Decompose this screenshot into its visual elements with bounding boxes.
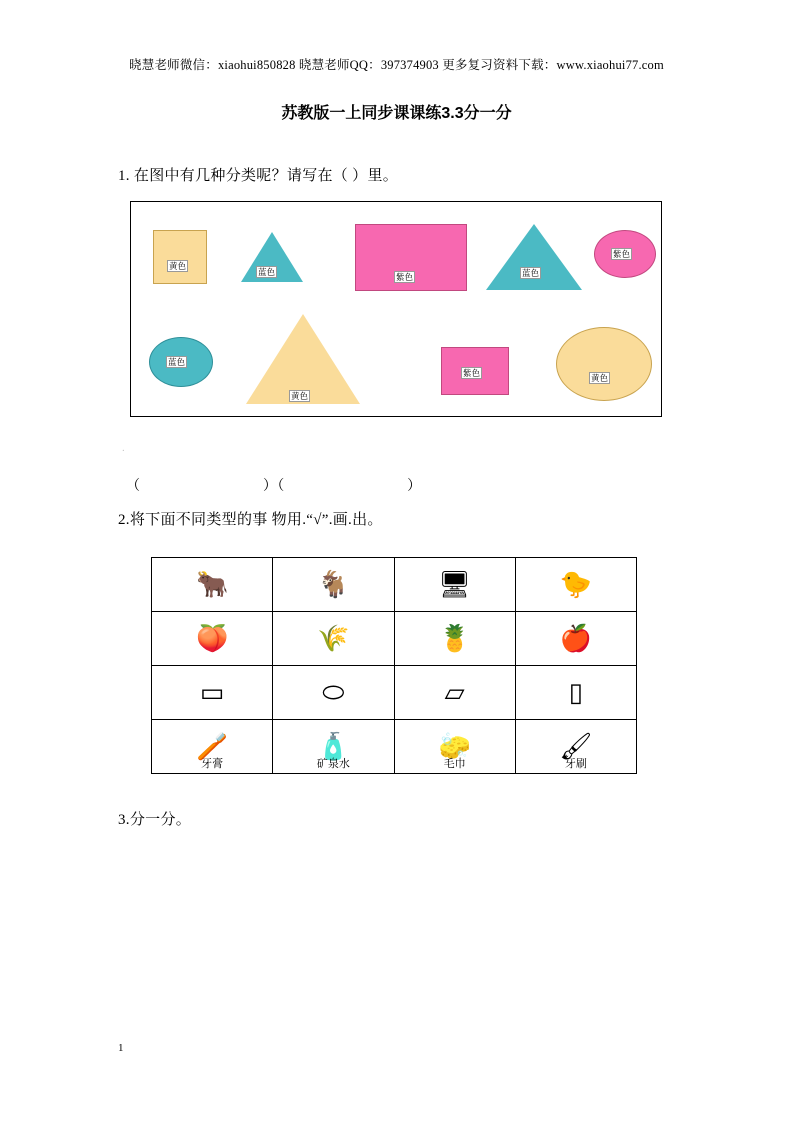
- computer-icon: 🖥: [438, 569, 472, 599]
- table-row: [152, 720, 637, 774]
- question-3-text: 3.分一分。: [118, 812, 192, 828]
- stray-dot: .: [122, 442, 125, 454]
- table-cell[interactable]: [152, 558, 273, 612]
- shape-triangle-teal-large: [486, 224, 582, 290]
- table-cell[interactable]: [273, 558, 394, 612]
- question-1-answer-blanks: [126, 475, 421, 495]
- shape-label: 蓝色: [168, 357, 186, 367]
- table-row: [152, 612, 637, 666]
- question-2-text: 2.将下面不同类型的事 物用.“√”.画.出。: [118, 512, 383, 528]
- question-1-text: 1. 在图中有几种分类呢？请写在（ ）里。: [118, 168, 399, 184]
- cell-label: 牙膏: [201, 758, 224, 770]
- toothpaste-icon: 🪥: [195, 731, 229, 761]
- pineapple-icon: 🍍: [438, 623, 471, 653]
- classification-table: [151, 557, 637, 774]
- cell-label: 矿泉水: [316, 758, 350, 770]
- table-cell[interactable]: [394, 558, 515, 612]
- shape-label: 紫色: [396, 272, 414, 282]
- goat-icon: 🐐: [317, 569, 350, 599]
- watermark-header: 晓慧老师微信：xiaohui850828 晓慧老师QQ：397374903 更多复习资料下载：www.xiaohui77.com: [129, 58, 664, 72]
- cell-label: 牙刷: [564, 758, 587, 770]
- shape-ellipse-yellow: [556, 327, 652, 401]
- page-title: 苏教版一上同步课课练3.3分一分: [281, 105, 512, 122]
- cylinder-icon: ⬭: [322, 677, 345, 707]
- shapes-diagram: [130, 201, 662, 417]
- table-row: [152, 558, 637, 612]
- table-cell[interactable]: [152, 666, 273, 720]
- cow-icon: 🐂: [195, 569, 229, 599]
- table-cell[interactable]: [515, 558, 636, 612]
- page-number: 1: [118, 1042, 124, 1054]
- shape-label: 紫色: [613, 249, 631, 259]
- wheat-icon: 🌾: [317, 623, 350, 653]
- towel-icon: 🧽: [438, 731, 471, 761]
- chick-icon: 🐤: [559, 569, 593, 599]
- peach-icon: 🍑: [195, 623, 229, 653]
- answer-bracket-mid: ）（: [262, 479, 285, 494]
- shape-label: 蓝色: [522, 268, 540, 278]
- table-cell[interactable]: [394, 666, 515, 720]
- rectangle-box-icon: ▭: [199, 677, 225, 707]
- table-cell[interactable]: [515, 666, 636, 720]
- cell-label: 毛巾: [443, 758, 466, 770]
- table-cell[interactable]: [152, 720, 273, 774]
- table-row: [152, 666, 637, 720]
- table-cell[interactable]: [273, 720, 394, 774]
- table-cell[interactable]: [515, 612, 636, 666]
- cube-icon: ▱: [444, 677, 465, 707]
- shape-label: 紫色: [463, 368, 481, 378]
- answer-bracket-close: ）: [407, 479, 422, 494]
- table-cell[interactable]: [273, 612, 394, 666]
- water-bottle-icon: 🧴: [317, 731, 350, 761]
- shape-square-yellow: [153, 230, 207, 284]
- tall-box-icon: ▯: [568, 677, 584, 707]
- table-cell[interactable]: [273, 666, 394, 720]
- table-cell[interactable]: [394, 612, 515, 666]
- shape-label: 黄色: [169, 261, 187, 271]
- answer-bracket-open: （: [126, 479, 141, 494]
- shape-label: 黄色: [591, 373, 609, 383]
- table-cell[interactable]: [515, 720, 636, 774]
- apple-icon: 🍎: [559, 623, 593, 653]
- shape-label: 黄色: [291, 391, 309, 401]
- shape-label: 蓝色: [258, 267, 276, 277]
- toothbrush-icon: 🖌: [559, 731, 593, 761]
- table-cell[interactable]: [394, 720, 515, 774]
- table-cell[interactable]: [152, 612, 273, 666]
